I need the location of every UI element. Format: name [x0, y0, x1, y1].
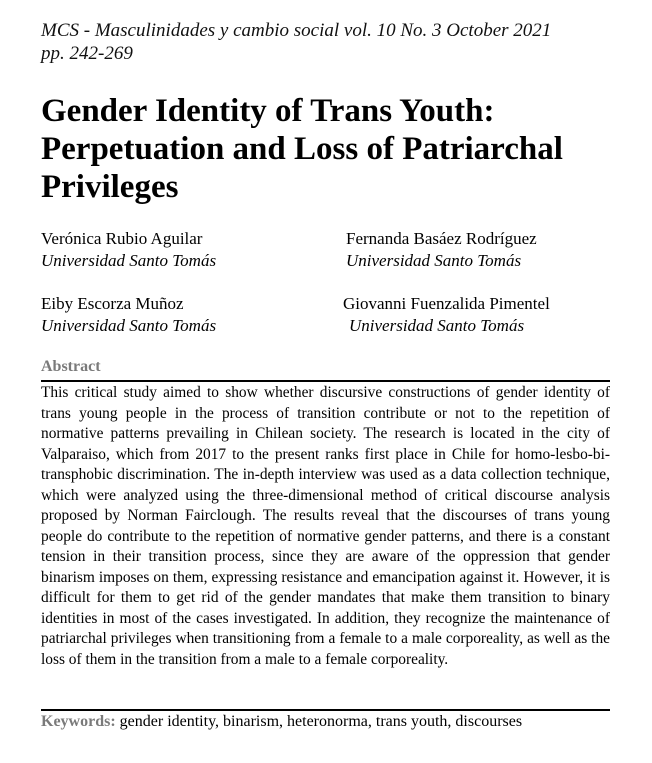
author-name: Fernanda Basáez Rodríguez [346, 229, 537, 248]
author-block-2 [346, 228, 537, 272]
author-affiliation: Universidad Santo Tomás [41, 251, 217, 270]
keywords-label: Keywords: [41, 713, 116, 730]
author-block-3 [41, 293, 216, 337]
abstract-heading: Abstract [41, 358, 101, 375]
author-affiliation: Universidad Santo Tomás [346, 251, 522, 270]
author-name: Verónica Rubio Aguilar [41, 229, 203, 248]
keywords-list: gender identity, binarism, heteronorma, trans youth, discourses [119, 713, 523, 730]
author-name: Eiby Escorza Muñoz [41, 294, 184, 313]
author-block-1 [41, 228, 216, 272]
author-name: Giovanni Fuenzalida Pimentel [343, 294, 550, 313]
journal-citation: MCS - Masculinidades y cambio social vol. 10 No. 3 October 2021 [41, 20, 552, 41]
author-block-4 [343, 293, 550, 337]
abstract-top-rule [41, 380, 610, 382]
abstract-text: This critical study aimed to show whether discursive constructions of gender identity of trans young people in the process of transition contribute or not to the repetition of normative patterns prevailing in Chilean society. The research is located in the city of Valparaiso, which from 2017 to the present ranks first place in Chile for homo-lesbo-bi-transphobic discrimination. The in-depth interview was used as a data collection technique, which were analyzed using the three-dimensional method of critical discourse analysis proposed by Norman Fairclough. The results reveal that the discourses of trans young people do contribute to the repetition of normative gender patterns, and there is a constant tension in their transition process, since they are aware of the oppression that gender binarism imposes on them, expressing resistance and emancipation against it. However, it is difficult for them to get rid of the gender mandates that make them transition to binary identities in most of the cases investigated. In addition, they recognize the maintenance of patriarchal privileges when transitioning from a female to a male corporeality, as well as the loss of them in the transition from a male to a female corporeality. [41, 384, 610, 668]
page-range: pp. 242-269 [41, 43, 133, 64]
paper-title: Gender Identity of Trans Youth: Perpetuation and Loss of Patriarchal Privileges [41, 93, 563, 205]
keywords-line [41, 711, 631, 733]
author-affiliation: Universidad Santo Tomás [41, 316, 217, 335]
journal-header [41, 19, 621, 65]
author-affiliation: Universidad Santo Tomás [349, 316, 525, 335]
